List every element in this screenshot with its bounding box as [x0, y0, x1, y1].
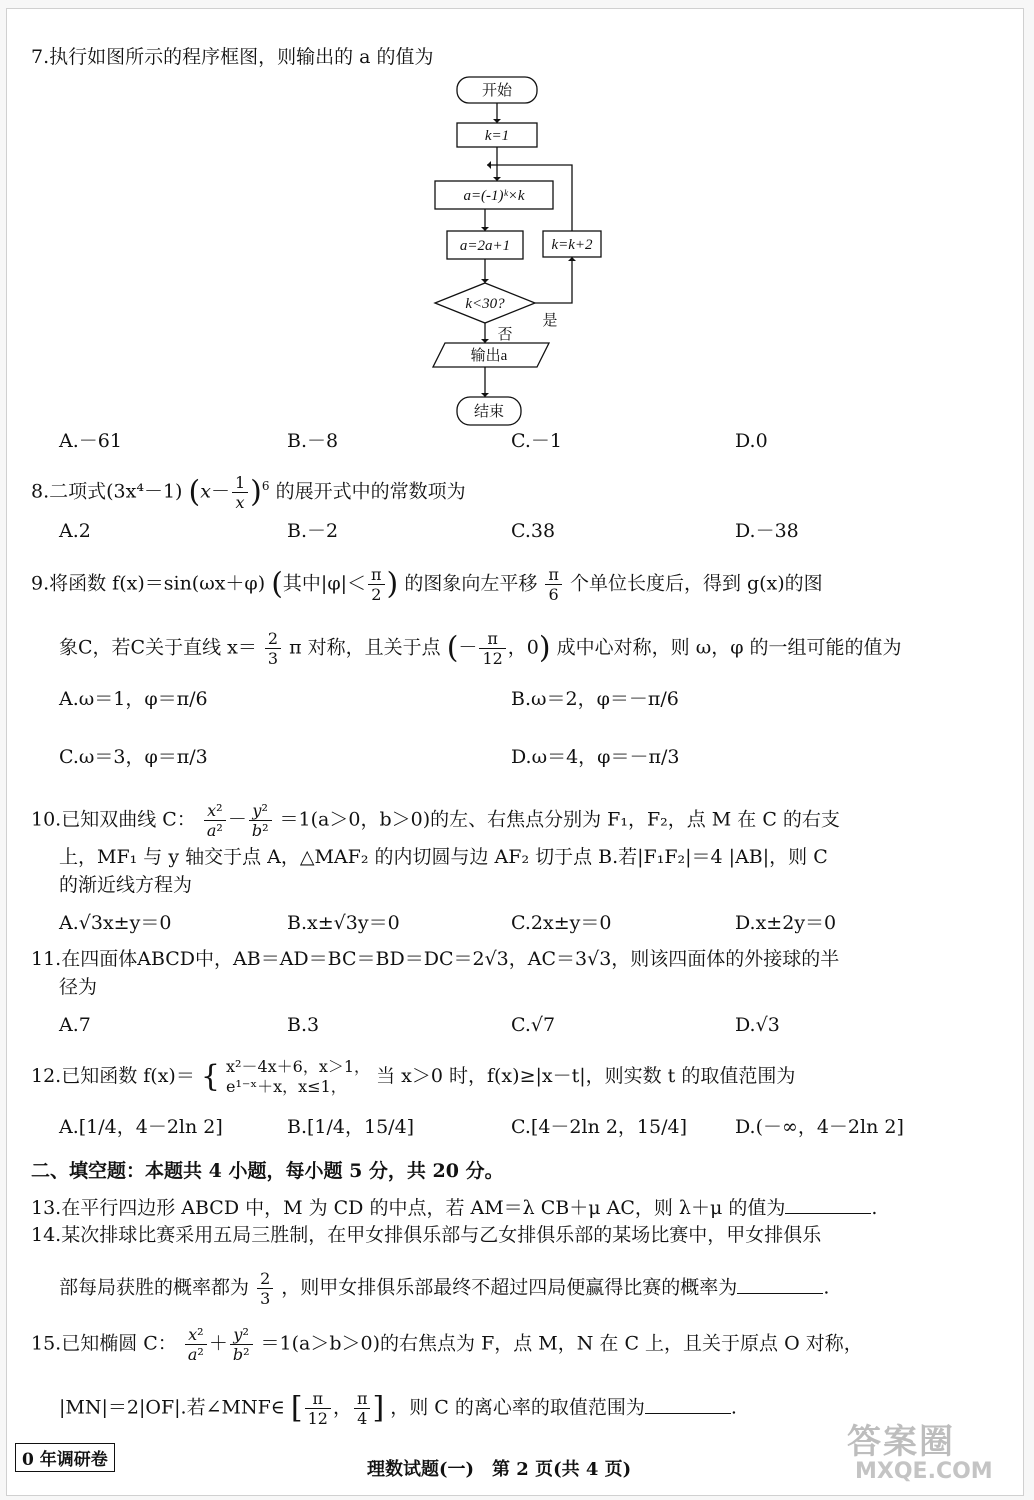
q8-option-d[interactable]: D.－38: [735, 520, 799, 542]
q13-answer-blank[interactable]: [785, 1195, 871, 1214]
flow-output-label: 输出a: [470, 348, 508, 364]
q10-option-d[interactable]: D.x±2y＝0: [735, 912, 837, 934]
q8-suffix: 的展开式中的常数项为: [275, 480, 466, 503]
q11-option-d[interactable]: D.√3: [735, 1014, 780, 1036]
q9-option-b[interactable]: B.ω＝2，φ＝－π/6: [511, 688, 679, 710]
q7-option-b[interactable]: B.－8: [287, 430, 339, 452]
q9-option-a[interactable]: A.ω＝1，φ＝π/6: [59, 688, 208, 710]
flow-increment-label: k=k+2: [551, 237, 593, 253]
flow-step2-label: a=2a+1: [459, 238, 511, 254]
question-12: 12.已知函数 f(x)＝ { x²－4x＋6，x＞1， e¹⁻ˣ＋x，x≤1， 当 x＞0 时，f(x)≥|x－t|，则实数 t 的取值范围为: [31, 1057, 796, 1096]
q11-option-b[interactable]: B.3: [287, 1014, 320, 1036]
q9-l1c: 个单位长度后，得到 g(x)的图: [569, 572, 823, 595]
q9-option-d[interactable]: D.ω＝4，φ＝－π/3: [511, 746, 680, 768]
footer-exam-label: 0 年调研卷: [15, 1443, 115, 1472]
q12-case2: e¹⁻ˣ＋x，x≤1，: [226, 1077, 347, 1096]
flow-end-label: 结束: [473, 404, 505, 420]
flowchart: [417, 71, 627, 441]
q9-l2c: 成中心对称，则 ω，φ 的一组可能的值为: [556, 636, 902, 659]
q10-l1b: ＝1(a＞0，b＞0)的左、右焦点分别为 F₁，F₂，点 M 在 C 的右支: [279, 808, 840, 831]
question-11-line1: 11.在四面体ABCD中，AB＝AD＝BC＝BD＝DC＝2√3，AC＝3√3，则该四面体的外接球的半: [31, 948, 840, 970]
question-9-line1: 9.将函数 f(x)＝sin(ωx＋φ) (其中|φ|＜ $\frac{\pi}{2}$ ) 的图象向左平移 $\frac{\pi}{6}$ 个单位长度后，得到 g(x)的图: [31, 565, 823, 604]
q7-option-c[interactable]: C.－1: [511, 430, 562, 452]
question-10-line3: 的渐近线方程为: [59, 874, 193, 896]
q9-l2a: 象C，若C关于直线 x＝: [59, 636, 257, 659]
q14-l2a: 部每局获胜的概率都为: [59, 1276, 250, 1299]
q10-l1a: 10.已知双曲线 C：: [31, 808, 196, 831]
q10-option-a[interactable]: A.√3x±y＝0: [59, 912, 172, 934]
q9-l1a: 9.将函数 f(x)＝sin(ωx＋φ): [31, 572, 266, 595]
flow-step1-label: a=(-1)ᵏ×k: [463, 188, 525, 204]
question-10-line2: 上，MF₁ 与 y 轴交于点 A，△MAF₂ 的内切圆与边 AF₂ 切于点 B.若|F₁F₂|＝4 |AB|，则 C: [59, 846, 828, 868]
question-9-line2: 象C，若C关于直线 x＝ $\frac{2}{3}$ π 对称，且关于点 (－ $\frac{\pi}{12}$ ，0) 成中心对称，则 ω，φ 的一组可能的值为: [59, 629, 902, 668]
question-13: 13.在平行四边形 ABCD 中，M 为 CD 的中点，若 AM＝λ CB＋μ AC，则 λ＋μ 的值为 .: [31, 1197, 878, 1219]
watermark-logo: 答案圈: [847, 1422, 955, 1462]
q9-l2b: π 对称，且关于点: [289, 636, 441, 659]
q12-suffix: 当 x＞0 时，f(x)≥|x－t|，则实数 t 的取值范围为: [376, 1065, 796, 1087]
q12-option-a[interactable]: A.[1/4，4－2ln 2]: [59, 1116, 223, 1138]
q8-option-a[interactable]: A.2: [59, 520, 91, 542]
question-7: 7.执行如图所示的程序框图，则输出的 a 的值为: [31, 46, 434, 68]
q15-l2a: |MN|＝2|OF|.若∠MNF∈: [59, 1396, 285, 1419]
q10-option-b[interactable]: B.x±√3y＝0: [287, 912, 400, 934]
question-15-line1: 15.已知椭圆 C： $\frac{\text{x²}}{\text{a²}}$ ＋ $\frac{\text{y²}}{\text{b²}}$ ＝1(a＞b＞0)的右焦点为 F，点 M，N 在 C 上，且关于原点 O 对称，: [31, 1325, 863, 1364]
q9-option-c[interactable]: C.ω＝3，φ＝π/3: [59, 746, 208, 768]
q15-l1b: ＝1(a＞b＞0)的右焦点为 F，点 M，N 在 C 上，且关于原点 O 对称，: [260, 1332, 863, 1355]
flow-start-label: 开始: [481, 83, 513, 99]
q15-l1a: 15.已知椭圆 C：: [31, 1332, 177, 1355]
question-8: 8.二项式(3x⁴－1) (x－ $\frac{1}{x}$ )$^6$ 的展开式中的常数项为: [31, 473, 466, 512]
flow-yes-label: 是: [542, 313, 558, 329]
q15-l2b: ，则 C 的离心率的取值范围为: [390, 1396, 645, 1419]
question-15-line2: |MN|＝2|OF|.若∠MNF∈ [ $\frac{\pi}{12}$ ， $\frac{\pi}{4}$ ] ，则 C 的离心率的取值范围为 .: [59, 1389, 737, 1428]
q11-option-a[interactable]: A.7: [59, 1014, 91, 1036]
q8-prefix: 8.二项式(3x⁴－1): [31, 480, 183, 503]
q13-text: 13.在平行四边形 ABCD 中，M 为 CD 的中点，若 AM＝λ CB＋μ AC，则 λ＋μ 的值为: [31, 1197, 786, 1219]
q12-option-b[interactable]: B.[1/4，15/4]: [287, 1116, 415, 1138]
q10-option-c[interactable]: C.2x±y＝0: [511, 912, 612, 934]
q14-answer-blank[interactable]: [737, 1275, 823, 1294]
q12-prefix: 12.已知函数 f(x)＝: [31, 1065, 195, 1087]
footer-page-number: 理数试题(一) 第 2 页(共 4 页): [367, 1459, 632, 1480]
question-11-line2: 径为: [59, 976, 98, 998]
q7-option-a[interactable]: A.－61: [59, 430, 122, 452]
section-fill-in: 二、填空题：本题共 4 小题，每小题 5 分，共 20 分。: [31, 1160, 504, 1182]
question-10-line1: 10.已知双曲线 C： $\frac{\text{x²}}{\text{a²}}$ － $\frac{\text{y²}}{\text{b²}}$ ＝1(a＞0，b＞0)的左、右焦点分别为 F₁，F₂，点 M 在 C 的右支: [31, 801, 840, 840]
q11-option-c[interactable]: C.√7: [511, 1014, 556, 1036]
q12-option-d[interactable]: D.(－∞，4－2ln 2]: [735, 1116, 904, 1138]
flow-no-label: 否: [497, 327, 513, 343]
question-14-line1: 14.某次排球比赛采用五局三胜制，在甲女排俱乐部与乙女排俱乐部的某场比赛中，甲女排俱乐: [31, 1224, 822, 1246]
watermark-url: MXQE.COM: [855, 1459, 993, 1484]
q7-option-d[interactable]: D.0: [735, 430, 768, 452]
q12-case1: x²－4x＋6，x＞1，: [226, 1057, 371, 1076]
flow-init-label: k=1: [484, 128, 510, 144]
q8-option-b[interactable]: B.－2: [287, 520, 339, 542]
flow-condition-label: k<30?: [465, 296, 505, 312]
q15-answer-blank[interactable]: [645, 1395, 731, 1414]
q9-l1b: 的图象向左平移: [404, 572, 538, 595]
q8-option-c[interactable]: C.38: [511, 520, 556, 542]
q14-l2b: ，则甲女排俱乐部最终不超过四局便赢得比赛的概率为: [281, 1276, 738, 1299]
exam-page: [6, 8, 1024, 1496]
question-14-line2: 部每局获胜的概率都为 $\frac{2}{3}$ ，则甲女排俱乐部最终不超过四局便赢得比赛的概率为 .: [59, 1269, 830, 1308]
q12-option-c[interactable]: C.[4－2ln 2，15/4]: [511, 1116, 688, 1138]
